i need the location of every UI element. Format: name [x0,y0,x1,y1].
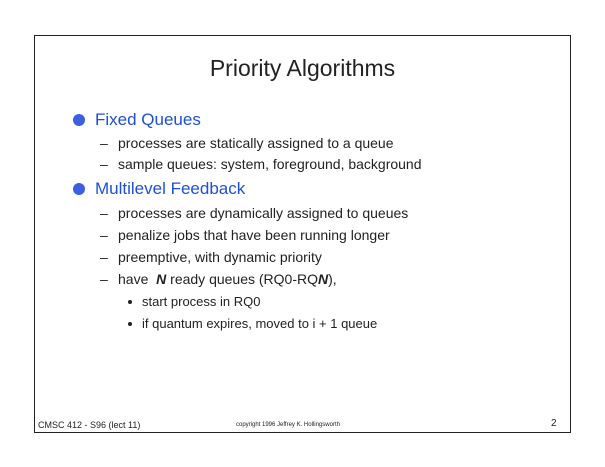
list-item [100,249,322,265]
have-middle: ready queues (RQ0-RQ [170,271,318,287]
sub-list-item-text: start process in RQ0 [142,294,261,309]
page-number: 2 [551,418,557,429]
dash-icon: – [100,227,108,243]
dash-icon: – [100,249,108,265]
small-bullet-icon [128,322,132,326]
section-fixed-queues [73,110,201,130]
bullet-dot-icon [73,183,85,195]
list-item [100,135,394,151]
footer-copyright: copyright 1996 Jeffrey K. Hollingsworth [236,422,340,428]
footer-course: CMSC 412 - S96 (lect 11) [38,420,141,430]
bullet-dot-icon [73,114,85,126]
list-item-text: penalize jobs that have been running longer [118,227,390,243]
sub-list-item [128,316,377,331]
list-item-have-queues [100,271,337,287]
small-bullet-icon [128,300,132,304]
slide-title: Priority Algorithms [209,55,396,81]
list-item [100,205,408,221]
n-variable: N [318,271,329,287]
dash-icon: – [100,205,108,221]
n-variable: N [156,271,167,287]
list-item-text: sample queues: system, foreground, background [118,156,422,172]
section-heading: Fixed Queues [95,110,201,129]
list-item [100,156,422,172]
dash-icon: – [100,156,108,172]
list-item-text: preemptive, with dynamic priority [118,249,322,265]
section-multilevel-feedback [73,179,245,199]
dash-icon: – [100,135,108,151]
dash-icon: – [100,271,108,287]
list-item-text: processes are dynamically assigned to queues [118,205,409,221]
have-prefix: have [118,271,149,287]
sub-list-item [128,294,261,309]
section-heading: Multilevel Feedback [95,179,246,198]
sub-list-item-text: if quantum expires, moved to i + 1 queue [142,316,378,331]
list-item [100,227,390,243]
list-item-text: processes are statically assigned to a queue [118,135,394,151]
have-suffix: ), [328,271,337,287]
